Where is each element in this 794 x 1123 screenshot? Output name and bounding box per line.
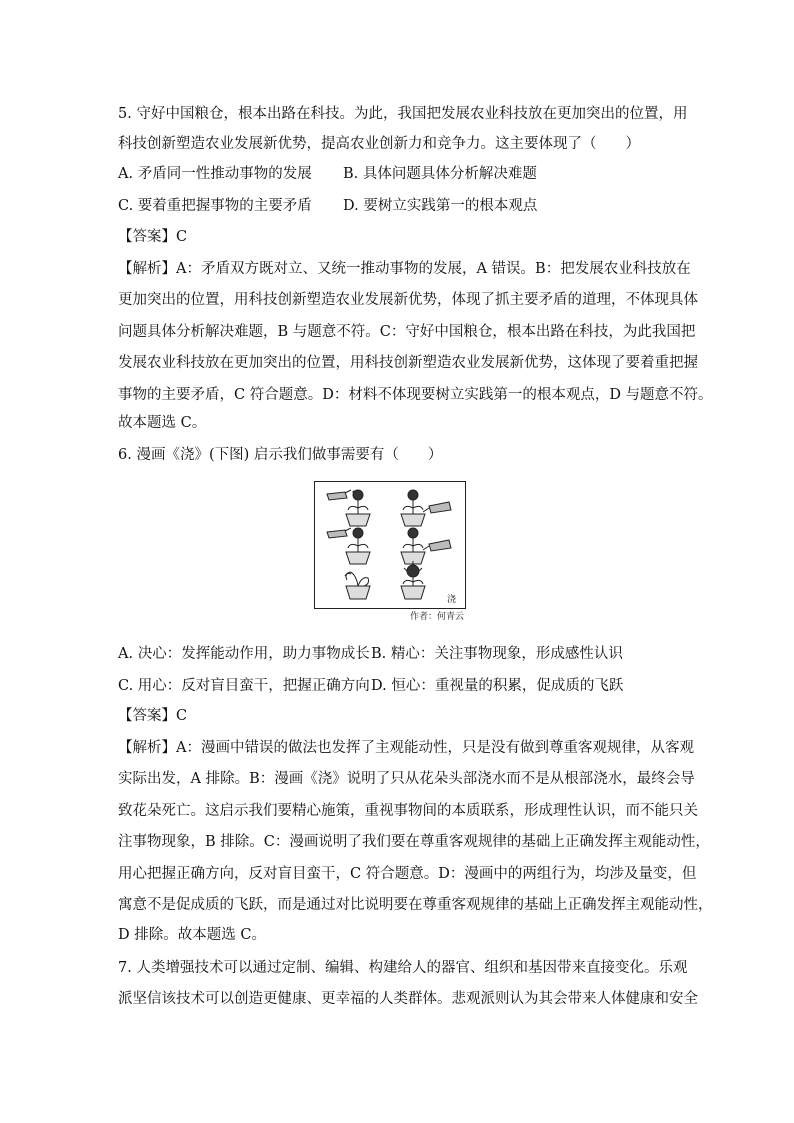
q6-analysis-line-2: 实际出发，A 排除。B：漫画《浇》说明了只从花朵头部浇水而不是从根部浇水，最终会导: [118, 771, 695, 787]
cartoon-author: 作者：何青云: [410, 612, 465, 622]
q5-analysis-line-5: 事物的主要矛盾，C 符合题意。D：材料不体现要树立实践第一的根本观点，D 与题意不符。: [118, 387, 713, 403]
q5-analysis-line-4: 发展农业科技放在更加突出的位置，用科技创新塑造农业发展新优势，这体现了要着重把握: [118, 355, 698, 371]
cartoon-figure: [314, 481, 466, 609]
q6-option-c: C. 用心：反对盲目蛮干，把握正确方向: [118, 678, 370, 694]
q7-stem-line-2: 派坚信该技术可以创造更健康、更幸福的人类群体。悲观派则认为其会带来人体健康和安全: [118, 991, 698, 1007]
row3-right-scene: [401, 561, 425, 599]
q5-analysis-line-3: 问题具体分析解决难题，B 与题意不符。C：守好中国粮仓，根本出路在科技，为此我国把: [118, 324, 696, 340]
q6-analysis-line-1: 【解析】A：漫画中错误的做法也发挥了主观能动性，只是没有做到尊重客观规律，从客观: [118, 740, 694, 756]
q7-stem-line-1: 7. 人类增强技术可以通过定制、编辑、构建给人的器官、组织和基因带来直接变化。乐观: [118, 960, 688, 976]
q6-analysis-line-7: D 排除。故本题选 C。: [118, 927, 266, 943]
q6-analysis-line-6: 寓意不是促成质的飞跃，而是通过对比说明要在尊重客观规律的基础上正确发挥主观能动性，: [118, 897, 713, 913]
row2-left-scene: [327, 528, 370, 564]
q5-stem-line-1: 5. 守好中国粮仓，根本出路在科技。为此，我国把发展农业科技放在更加突出的位置，用: [118, 106, 688, 122]
row1-left-scene: [327, 490, 370, 526]
q5-analysis-line-6: 故本题选 C。: [118, 415, 207, 431]
cartoon-illustration: [315, 482, 465, 608]
row2-right-scene: [401, 528, 451, 564]
row1-right-scene: [401, 490, 451, 526]
q6-analysis-line-5: 用心把握正确方向，反对盲目蛮干，C 符合题意。D：漫画中的两组行为，均涉及量变，但: [118, 866, 697, 882]
q5-option-b: B. 具体问题具体分析解决难题: [343, 166, 537, 182]
q6-analysis-line-3: 致花朵死亡。这启示我们要精心施策，重视事物间的本质联系，形成理性认识，而不能只关: [118, 803, 698, 819]
q5-analysis-line-2: 更加突出的位置，用科技创新塑造农业发展新优势，体现了抓主要矛盾的道理，不体现具体: [118, 292, 698, 308]
q6-option-b: B. 精心：关注事物现象，形成感性认识: [371, 646, 623, 662]
q5-answer: 【答案】C: [118, 229, 188, 245]
q6-analysis-line-4: 注事物现象，B 排除。C：漫画说明了我们要在尊重客观规律的基础上正确发挥主观能动性，: [118, 834, 710, 850]
row3-left-scene: [345, 572, 370, 599]
q5-option-c: C. 要着重把握事物的主要矛盾: [118, 198, 312, 214]
q6-option-a: A. 决心：发挥能动作用，助力事物成长: [118, 646, 370, 662]
q6-answer: 【答案】C: [118, 708, 188, 724]
q5-analysis-line-1: 【解析】A：矛盾双方既对立、又统一推动事物的发展，A 错误。B：把发展农业科技放在: [118, 261, 691, 277]
q6-option-d: D. 恒心：重视量的积累，促成质的飞跃: [371, 678, 624, 694]
q5-option-a: A. 矛盾同一性推动事物的发展: [118, 166, 312, 182]
cartoon-title-char: 浇: [447, 595, 457, 605]
q5-option-d: D. 要树立实践第一的根本观点: [343, 198, 538, 214]
q5-stem-line-2: 科技创新塑造农业发展新优势，提高农业创新力和竞争力。这主要体现了（ ）: [118, 136, 640, 152]
q6-stem: 6. 漫画《浇》(下图) 启示我们做事需要有（ ）: [118, 447, 443, 463]
